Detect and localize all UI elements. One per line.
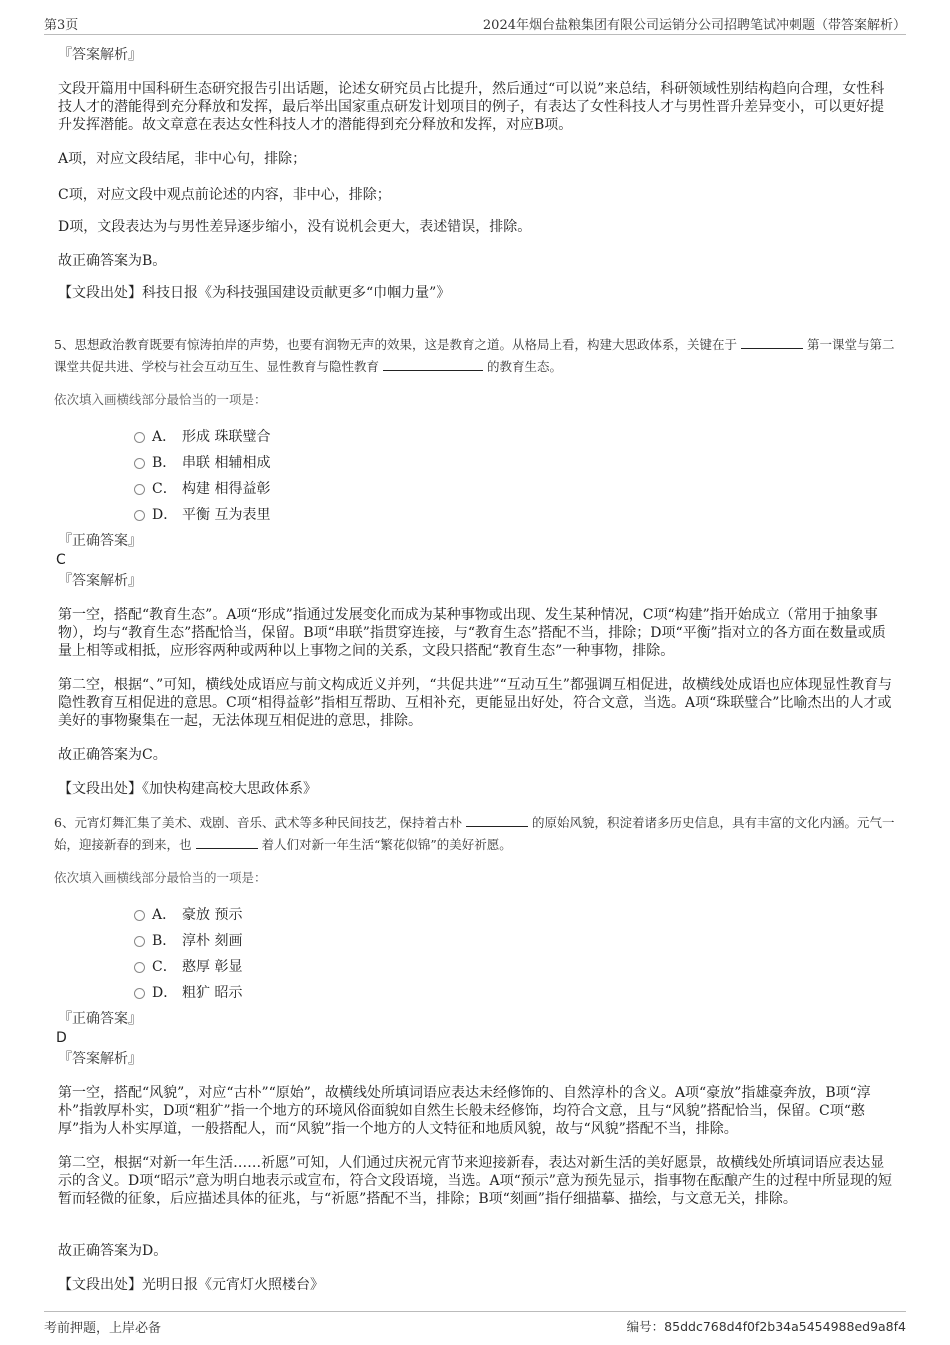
question-5-stem — [54, 334, 896, 378]
radio-button[interactable] — [134, 510, 145, 521]
question-6-stem — [54, 812, 896, 856]
fill-blank — [741, 334, 803, 349]
analysis-label: 『答案解析』 — [58, 47, 142, 63]
correct-answer: D — [56, 1030, 67, 1046]
option-letter: D． — [152, 985, 178, 1001]
option-text: 串联 相辅相成 — [182, 455, 271, 471]
page-footer — [44, 1311, 906, 1336]
conclusion: 故正确答案为B。 — [58, 253, 167, 269]
option-text: 粗犷 昭示 — [182, 985, 243, 1001]
option-letter: A． — [152, 907, 177, 923]
option-text: 构建 相得益彰 — [182, 481, 271, 497]
fill-blank — [466, 812, 528, 827]
option-d[interactable] — [134, 502, 534, 528]
radio-button[interactable] — [134, 988, 145, 999]
analysis-label: 『答案解析』 — [58, 573, 142, 589]
radio-button[interactable] — [134, 458, 145, 469]
analysis-paragraph: A项，对应文段结尾，非中心句，排除； — [58, 151, 307, 167]
question-prompt: 依次填入画横线部分最恰当的一项是： — [54, 870, 267, 885]
footer-slogan: 考前押题，上岸必备 — [44, 1321, 162, 1336]
fill-blank — [196, 834, 258, 849]
analysis-paragraph: 第一空，搭配“教育生态”。A项“形成”指通过发展变化而成为某种事物或出现、发生某种情况，C项“构建”指开始成立（常用于抽象事物），均与“教育生态”搭配恰当，保留。B项“串联”指贯穿连接，与“教育生态”搭配不当，排除；D项“平衡”指对立的各方面在数量或质量上相等或相抵，应形容两种或两种以上事物之间的关系，文段只搭配“教育生态”一种事物，排除。 — [58, 607, 886, 659]
analysis-paragraph: 文段开篇用中国科研生态研究报告引出话题，论述女研究员占比提升，然后通过“可以说”来总结，科研领域性别结构趋向合理，女性科技人才的潜能得到充分释放和发挥，最后举出国家重点研发计划项目的例子，有表达了女性科技人才与男性晋升差异变小，可以更好提升发挥潜能。故文章意在表达女性科技人才的潜能得到充分释放和发挥，对应B项。 — [58, 81, 885, 133]
option-letter: D． — [152, 507, 178, 523]
analysis-paragraph: C项，对应文段中观点前论述的内容，非中心，排除； — [58, 187, 391, 203]
question-text: 的原始风貌，积淀着诸多历史信息，具有丰富的文化内涵。元气一始，迎接新春的到来，也 — [54, 815, 895, 852]
question-text: 6、元宵灯舞汇集了美术、戏剧、音乐、武术等多种民间技艺，保持着古朴 — [54, 815, 462, 830]
option-text: 憨厚 彰显 — [182, 959, 243, 975]
option-d[interactable] — [134, 980, 534, 1006]
option-text: 豪放 预示 — [182, 907, 243, 923]
source-citation: 【文段出处】光明日报《元宵灯火照楼台》 — [58, 1277, 324, 1293]
question-6-options — [134, 902, 534, 1006]
question-text: 5、思想政治教育既要有惊涛拍岸的声势，也要有润物无声的效果，这是教育之道。从格局上看，构建大思政体系，关键在于 — [54, 337, 737, 352]
analysis-paragraph: D项，文段表达为与男性差异逐步缩小，没有说机会更大，表述错误，排除。 — [58, 219, 532, 235]
radio-button[interactable] — [134, 910, 145, 921]
option-a[interactable] — [134, 424, 534, 450]
analysis-label: 『答案解析』 — [58, 1051, 142, 1067]
option-b[interactable] — [134, 450, 534, 476]
correct-answer-label: 『正确答案』 — [58, 1011, 142, 1027]
source-citation: 【文段出处】科技日报《为科技强国建设贡献更多“巾帼力量”》 — [58, 285, 451, 301]
source-citation: 【文段出处】《加快构建高校大思政体系》 — [58, 781, 317, 797]
option-letter: C． — [152, 481, 177, 497]
fill-blank — [383, 356, 483, 371]
radio-button[interactable] — [134, 962, 145, 973]
question-text: 第一课堂与第二课堂共促共进、学校与社会互动互生、显性教育与隐性教育 — [54, 337, 895, 374]
option-letter: B． — [152, 933, 177, 949]
option-b[interactable] — [134, 928, 534, 954]
conclusion: 故正确答案为C。 — [58, 747, 167, 763]
analysis-paragraph: 第二空，根据“、”可知，横线处成语应与前文构成近义并列，“共促共进”“互动互生”都强调互相促进，故横线处成语也应体现显性教育与隐性教育互相促进的意思。C项“相得益彰”指相互帮助、互相补充，更能显出好处，符合文意，当选。A项“珠联璧合”比喻杰出的人才或美好的事物聚集在一起，无法体现互相促进的意思，排除。 — [58, 677, 892, 729]
option-text: 淳朴 刻画 — [182, 933, 243, 949]
option-letter: B． — [152, 455, 177, 471]
conclusion: 故正确答案为D。 — [58, 1243, 168, 1259]
document-title: 2024年烟台盐粮集团有限公司运销分公司招聘笔试冲刺题（带答案解析） — [482, 18, 906, 33]
question-text: 着人们对新一年生活“繁花似锦”的美好祈愿。 — [261, 837, 512, 852]
option-a[interactable] — [134, 902, 534, 928]
analysis-paragraph: 第一空，搭配“风貌”，对应“古朴”“原始”，故横线处所填词语应表达未经修饰的、自然淳朴的含义。A项“豪放”指雄豪奔放，B项“淳朴”指敦厚朴实，D项“粗犷”指一个地方的环境风俗面貌如自然生长般未经修饰，均符合文意，且与“风貌”搭配恰当，保留。C项“憨厚”指为人朴实厚道，一般搭配人，而“风貌”指一个地方的人文特征和地质风貌，故与“风貌”搭配不当，排除。 — [58, 1085, 871, 1137]
question-prompt: 依次填入画横线部分最恰当的一项是： — [54, 392, 267, 407]
option-c[interactable] — [134, 476, 534, 502]
page-number: 第3页 — [44, 18, 79, 33]
option-text: 形成 珠联璧合 — [182, 429, 271, 445]
question-text: 的教育生态。 — [486, 359, 562, 374]
option-c[interactable] — [134, 954, 534, 980]
option-letter: C． — [152, 959, 177, 975]
analysis-paragraph: 第二空，根据“对新一年生活……祈愿”可知，人们通过庆祝元宵节来迎接新春，表达对新生活的美好愿景，故横线处所填词语应表达显示的含义。D项“昭示”意为明白地表示或宣布，符合文段语境，当选。A项“预示”意为预先显示，指事物在酝酿产生的过程中所显现的短暂而轻微的征象，后应描述具体的征兆，与“祈愿”搭配不当，排除；B项“刻画”指仔细描摹、描绘，与文意无关，排除。 — [58, 1155, 892, 1207]
document-id: 编号：85ddc768d4f0f2b34a5454988ed9a8f4 — [626, 1319, 906, 1334]
question-5-options — [134, 424, 534, 528]
correct-answer-label: 『正确答案』 — [58, 533, 142, 549]
option-text: 平衡 互为表里 — [182, 507, 271, 523]
radio-button[interactable] — [134, 484, 145, 495]
correct-answer: C — [56, 552, 66, 568]
radio-button[interactable] — [134, 936, 145, 947]
radio-button[interactable] — [134, 432, 145, 443]
option-letter: A． — [152, 429, 177, 445]
page-header — [44, 12, 906, 35]
